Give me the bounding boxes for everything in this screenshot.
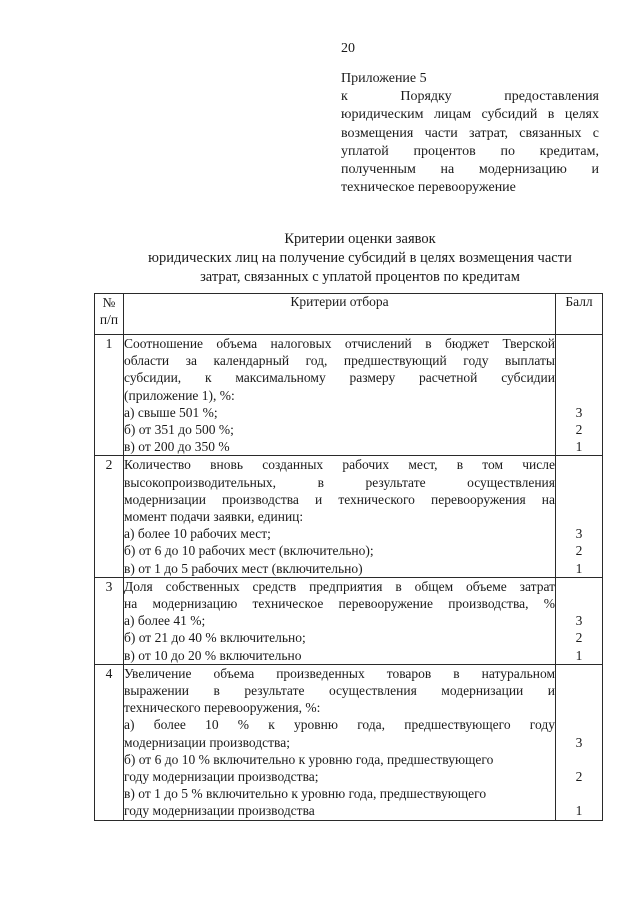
criteria-table [94, 293, 603, 821]
score-value [556, 474, 602, 491]
row-score [556, 577, 603, 664]
table-row [95, 335, 603, 456]
table-row [95, 577, 603, 664]
table-header-row [95, 294, 603, 335]
appendix-block [341, 70, 599, 197]
criteria-line: на модернизацию техническое перевооружение производства, % [124, 596, 555, 612]
row-criteria [124, 664, 556, 820]
table-row [95, 664, 603, 820]
row-criteria [124, 335, 556, 456]
score-value: 1 [575, 439, 583, 455]
criteria-line: выражении в результате осуществления модернизации и [124, 683, 555, 699]
criteria-line: субсидии, к максимальному размеру расчетной субсидии [124, 370, 555, 386]
criteria-line: в) от 1 до 5 % включительно к уровню года, предшествующего [124, 786, 487, 802]
score-value [556, 751, 602, 768]
score-value: 3 [575, 404, 583, 420]
row-score [556, 335, 603, 456]
score-value: 2 [575, 630, 583, 646]
criteria-line: а) более 41 %; [124, 613, 206, 629]
score-value [556, 699, 602, 716]
title-line: Критерии оценки заявок [284, 231, 436, 247]
criteria-line: области за календарный год, предшествующий году выплаты [124, 353, 555, 369]
criteria-line: б) от 6 до 10 % включительно к уровню года, предшествующего [124, 751, 494, 767]
appendix-line: полученным на модернизацию и [341, 162, 599, 178]
row-score [556, 664, 603, 820]
criteria-line: высокопроизводительных, в результате осуществления [124, 474, 555, 490]
score-value: 2 [575, 769, 583, 785]
score-value: 3 [575, 734, 583, 750]
criteria-line: технического перевооружения, %: [124, 700, 321, 716]
criteria-line: году модернизации производства [124, 803, 315, 819]
page-number: 20 [341, 41, 355, 56]
score-value: 1 [575, 803, 583, 819]
criteria-line: а) более 10 рабочих мест; [124, 526, 271, 542]
criteria-line: а) свыше 501 %; [124, 404, 218, 420]
criteria-line: в) от 200 до 350 % [124, 439, 230, 455]
document-title [100, 230, 620, 287]
criteria-line: Соотношение объема налоговых отчислений в бюджет Тверской [124, 336, 555, 351]
appendix-line: техническое перевооружение [341, 180, 516, 196]
score-value [556, 352, 602, 369]
row-criteria [124, 456, 556, 577]
row-number: 1 [95, 335, 124, 456]
criteria-line: б) от 21 до 40 % включительно; [124, 630, 306, 646]
score-value: 3 [575, 613, 583, 629]
score-value: 2 [575, 422, 583, 438]
score-value: 3 [575, 526, 583, 542]
score-value [556, 665, 602, 682]
criteria-line: в) от 1 до 5 рабочих мест (включительно) [124, 560, 363, 576]
title-line: затрат, связанных с уплатой процентов по кредитам [200, 269, 520, 285]
criteria-line: б) от 351 до 500 %; [124, 422, 234, 438]
row-number: 4 [95, 664, 124, 820]
criteria-line: в) от 10 до 20 % включительно [124, 647, 302, 663]
score-value [556, 491, 602, 508]
appendix-line: юридическим лицам субсидий в целях [341, 107, 599, 123]
score-value: 1 [575, 647, 583, 663]
header-criteria: Критерии отбора [124, 294, 556, 335]
row-number: 3 [95, 577, 124, 664]
score-value [556, 335, 602, 352]
table-row [95, 456, 603, 577]
score-value [556, 508, 602, 525]
criteria-line: (приложение 1), %: [124, 387, 235, 403]
score-value [556, 716, 602, 733]
appendix-line: уплатой процентов по кредитам, [341, 143, 599, 159]
criteria-line: модернизации производства и технического перевооружения на [124, 491, 555, 507]
criteria-line: Увеличение объема произведенных товаров в натуральном [124, 665, 555, 681]
score-value: 1 [575, 560, 583, 576]
criteria-line: б) от 6 до 10 рабочих мест (включительно); [124, 543, 374, 559]
row-number: 2 [95, 456, 124, 577]
score-value [556, 595, 602, 612]
row-score [556, 456, 603, 577]
score-value [556, 387, 602, 404]
score-value [556, 682, 602, 699]
appendix-line: возмещения части затрат, связанных с [341, 125, 599, 141]
criteria-line: модернизации производства; [124, 734, 290, 750]
score-value [556, 456, 602, 473]
title-line: юридических лиц на получение субсидий в целях возмещения части [148, 250, 572, 266]
appendix-line: к Порядку предоставления [341, 89, 599, 105]
row-criteria [124, 577, 556, 664]
header-score: Балл [556, 294, 603, 335]
score-value [556, 785, 602, 802]
score-value [556, 369, 602, 386]
appendix-line: Приложение 5 [341, 71, 427, 86]
criteria-line: году модернизации производства; [124, 769, 319, 785]
header-number: № п/п [95, 294, 124, 335]
criteria-line: а) более 10 % к уровню года, предшествующего году [124, 717, 555, 733]
criteria-line: момент подачи заявки, единиц: [124, 509, 304, 525]
score-value [556, 578, 602, 595]
score-value: 2 [575, 543, 583, 559]
criteria-line: Доля собственных средств предприятия в общем объеме затрат [124, 578, 555, 594]
criteria-line: Количество вновь созданных рабочих мест, в том числе [124, 457, 555, 473]
